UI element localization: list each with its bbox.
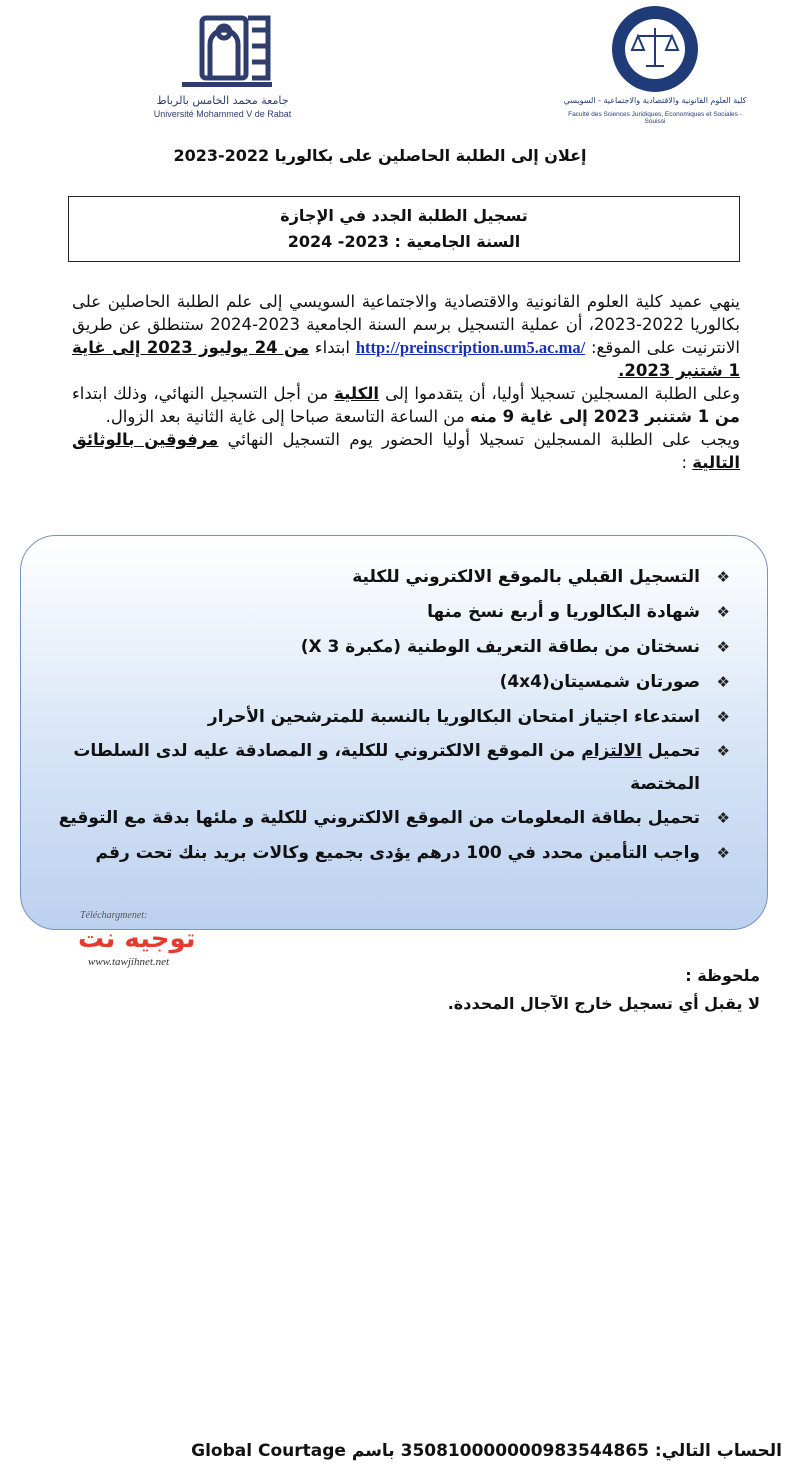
diamond-bullet-icon: ❖ bbox=[716, 844, 730, 862]
tawjihnet-watermark bbox=[76, 910, 226, 972]
list-item bbox=[50, 801, 730, 836]
from-text: ابتداء bbox=[314, 338, 351, 357]
faculty-seal-icon bbox=[610, 4, 700, 94]
diamond-bullet-icon: ❖ bbox=[716, 742, 730, 760]
document-item: استدعاء اجتياز امتحان البكالوريا بالنسبة للمترشحين الأحرار bbox=[207, 707, 700, 727]
list-item bbox=[50, 560, 730, 595]
final-registration-text-a: وعلى الطلبة المسجلين تسجيلا أوليا، أن يتقدموا إلى bbox=[385, 384, 741, 403]
list-item bbox=[50, 595, 730, 630]
final-registration-text-b: من أجل التسجيل النهائي، وذلك ابتداء bbox=[72, 384, 329, 403]
university-emblem-icon bbox=[168, 10, 278, 92]
paragraph-online-registration bbox=[72, 290, 740, 382]
insurance-item: واجب التأمين محدد في 100 درهم يؤدى بجميع وكالات بريد بنك تحت رقم bbox=[95, 843, 700, 863]
university-arabic-name: جامعة محمد الخامس بالرباط bbox=[156, 94, 289, 107]
final-registration-dates: من 1 شتنبر 2023 إلى غاية 9 منه bbox=[469, 407, 740, 426]
list-item bbox=[50, 836, 730, 871]
document-item: التسجيل القبلي بالموقع الالكتروني للكلية bbox=[352, 567, 700, 587]
faculty-arabic-name: كلية العلوم القانونية والاقتصادية والاجتماعية - السويسي bbox=[563, 96, 747, 105]
note-section bbox=[400, 962, 760, 1018]
university-logo bbox=[140, 10, 305, 120]
list-item bbox=[50, 700, 730, 735]
final-registration-hours: من الساعة التاسعة صباحا إلى غاية الثانية بعد الزوال. bbox=[105, 407, 465, 426]
documents-heading: مرفوقين بالوثائق التالية bbox=[72, 430, 740, 472]
academic-year: السنة الجامعية : 2023- 2024 bbox=[287, 232, 521, 251]
online-registration-text: ينهي عميد كلية العلوم القانونية والاقتصادية والاجتماعية السويسي إلى علم الطلبة الحاصلين على بكالوريا 2022-2023، أن عملية التسجيل برسم السنة الجامعية 2023-2024 ستنطلق عن طريق الانترنيت على الموقع: bbox=[72, 292, 741, 357]
diamond-bullet-icon: ❖ bbox=[716, 603, 730, 621]
document-item: شهادة البكالوريا و أربع نسخ منها bbox=[427, 602, 700, 622]
list-item bbox=[50, 665, 730, 700]
list-item bbox=[50, 735, 730, 801]
faculty-french-name: Faculté des Sciences Juridiques, Economiques et Sociales - Souissi bbox=[568, 111, 742, 125]
document-item: صورتان شمسيتان(4x4) bbox=[499, 672, 700, 692]
note-text: لا يقبل أي تسجيل خارج الآجال المحددة. bbox=[447, 994, 760, 1013]
colon: : bbox=[681, 453, 688, 472]
bank-account-line: الحساب التالي: 350810000000983544865 باسم Global Courtage bbox=[191, 1441, 782, 1461]
diamond-bullet-icon: ❖ bbox=[716, 638, 730, 656]
documents-list bbox=[50, 560, 730, 871]
online-registration-dates: من 24 يوليوز 2023 إلى غاية 1 شتنبر 2023. bbox=[72, 338, 740, 380]
preinscription-link[interactable]: http://preinscription.um5.ac.ma/ bbox=[355, 338, 586, 357]
diamond-bullet-icon: ❖ bbox=[716, 673, 730, 691]
diamond-bullet-icon: ❖ bbox=[716, 708, 730, 726]
diamond-bullet-icon: ❖ bbox=[716, 568, 730, 586]
registration-title: تسجيل الطلبة الجدد في الإجازة bbox=[280, 206, 528, 225]
diamond-bullet-icon: ❖ bbox=[716, 809, 730, 827]
documents-intro-text: ويجب على الطلبة المسجلين تسجيلا أوليا الحضور يوم التسجيل النهائي bbox=[227, 430, 741, 449]
list-item bbox=[50, 630, 730, 665]
paragraph-required-documents bbox=[72, 428, 740, 474]
faculty-logo bbox=[560, 4, 750, 126]
watermark-brand: توجيه نت bbox=[78, 924, 196, 954]
watermark-label: Téléchargmenet: bbox=[80, 910, 148, 921]
document-item: تحميل بطاقة المعلومات من الموقع الالكتروني للكلية و ملئها بدقة مع التوقيع bbox=[58, 808, 700, 828]
note-heading: ملحوظة : bbox=[685, 966, 760, 985]
document-item: نسختان من بطاقة التعريف الوطنية (مكبرة 3 X) bbox=[300, 637, 700, 657]
commitment-rest-text: من الموقع الالكتروني للكلية، و المصادقة عليه لدى السلطات المختصة bbox=[73, 741, 700, 794]
paragraph-final-registration bbox=[72, 382, 740, 428]
announcement-body bbox=[72, 290, 740, 474]
announcement-title: إعلان إلى الطلبة الحاصلين على بكالوريا 2022-2023 bbox=[173, 146, 587, 165]
commitment-download-text: تحميل bbox=[647, 741, 700, 761]
commitment-word: الالتزام bbox=[581, 741, 642, 761]
registration-title-box bbox=[68, 196, 740, 262]
faculty-word: الكلية bbox=[334, 384, 380, 403]
university-french-name: Université Mohammed V de Rabat bbox=[153, 109, 292, 119]
watermark-site: www.tawjihnet.net bbox=[88, 956, 170, 968]
